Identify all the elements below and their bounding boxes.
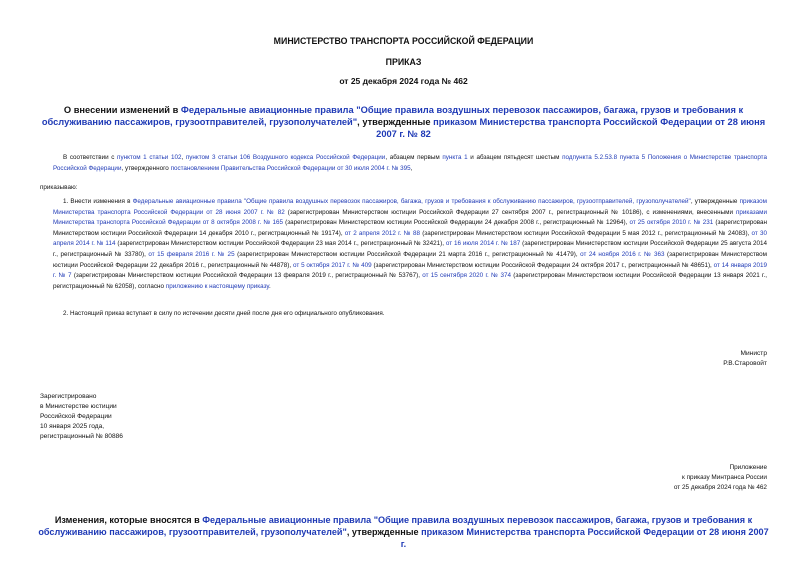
link-subpoint-5-2-53-8[interactable]: подпункта 5.2.53.8 пункта 5 Положения о Министерстве транспорта Российской Федерации — [53, 154, 767, 172]
appendix-header — [674, 463, 767, 493]
link-order-363[interactable]: от 24 ноября 2016 г. № 363 — [580, 250, 665, 258]
link-order-409[interactable]: от 5 октября 2017 г. № 409 — [292, 261, 372, 269]
link-order-165[interactable]: приказами Министерства транспорта Российской Федерации от 8 октября 2008 г. № 165 — [53, 208, 767, 227]
registration-line: в Министерстве юстиции — [40, 403, 117, 410]
link-order-82[interactable]: приказом Министерства транспорта Российской Федерации от 28 июня 2007 г. № 82 — [53, 198, 767, 216]
appendix-line: Приложение — [729, 464, 767, 471]
signature-block — [723, 349, 767, 369]
appendix-line: от 25 декабря 2024 года № 462 — [673, 484, 767, 491]
link-order-114[interactable]: от 30 апреля 2014 г. № 114 — [53, 229, 767, 248]
link-order-7[interactable]: от 14 января 2019 г. № 7 — [53, 261, 767, 280]
appendix-title-link-regulations[interactable]: Федеральные авиационные правила "Общие правила воздушных перевозок пассажиров, багажа, грузов и требования к обслуживанию пассажиров, грузоотправителей, грузополучателей" — [38, 515, 753, 537]
ministry-heading: МИНИСТЕРСТВО ТРАНСПОРТА РОССИЙСКОЙ ФЕДЕРАЦИИ — [273, 36, 534, 46]
registration-line: 10 января 2025 года, — [40, 423, 105, 430]
link-appendix[interactable]: приложению к настоящему приказу — [165, 282, 269, 290]
title-link-order-82[interactable]: приказом Министерства транспорта Российской Федерации от 28 июня 2007 г. № 82 — [376, 117, 766, 139]
item-2-paragraph: 2. Настоящий приказ вступает в силу по истечении десяти дней после дня его официального опубликования. — [63, 310, 385, 317]
appendix-title: Изменения, которые вносятся в Федеральные авиационные правила "Общие правила воздушных перевозок пассажиров, багажа, грузов и требования к обслуживанию пассажиров, грузоотправителей, грузополучателей", утвержденные приказом Министерства транспорта Российской Федерации от 28 июня 2007 г. — [38, 515, 769, 549]
registration-line: Российской Федерации — [40, 413, 112, 420]
registration-line: Зарегистрировано — [40, 393, 97, 400]
preamble-paragraph: В соответствии с пунктом 1 статьи 102, пунктом 3 статьи 106 Воздушного кодекса Российской Федерации, абзацем первым пункта 1 и абзацем пятьдесят шестым подпункта 5.2.53.8 пункта 5 Положения о Министерстве транспорта Российской Федерации, утвержденного постановлением Правительства Российской Федерации от 30 июля 2004 г. № 395, — [53, 154, 767, 172]
link-point-1[interactable]: пункта 1 — [442, 154, 468, 161]
registration-block — [40, 392, 123, 442]
appendix-line: к приказу Минтранса России — [682, 474, 767, 481]
signer-position: Министр — [740, 350, 767, 357]
registration-line: регистрационный № 80886 — [40, 433, 123, 440]
link-order-25[interactable]: от 15 февраля 2016 г. № 25 — [148, 250, 235, 258]
order-word: приказываю: — [40, 184, 78, 191]
link-order-231[interactable]: от 25 октября 2010 г. № 231 — [629, 219, 714, 227]
document-type: ПРИКАЗ — [385, 57, 422, 67]
link-regulations[interactable]: Федеральные авиационные правила "Общие правила воздушных перевозок пассажиров, багажа, грузов и требования к обслуживанию пассажиров, грузоотправителей, грузополучателей" — [132, 198, 691, 205]
document-title: О внесении изменений в Федеральные авиационные правила "Общие правила воздушных перевозок пассажиров, багажа, грузов и требования к обслуживанию пассажиров, грузоотправителей, грузополучателей", утвержденные приказом Министерства транспорта Российской Федерации от 28 июня 2007 г. № 82 — [41, 105, 766, 139]
link-government-decree-395[interactable]: постановлением Правительства Российской Федерации от 30 июля 2004 г. № 395 — [170, 164, 411, 172]
signer-name: Р.В.Старовойт — [723, 360, 767, 367]
link-article-106[interactable]: пунктом 3 статьи 106 Воздушного кодекса Российской Федерации — [185, 154, 386, 161]
document-date-number: от 25 декабря 2024 года № 462 — [339, 76, 468, 86]
item-1-paragraph: 1. Внести изменения в Федеральные авиационные правила "Общие правила воздушных перевозок пассажиров, багажа, грузов и требования к обслуживанию пассажиров, грузоотправителей, грузополучателей", утвержденные приказом Министерства транспорта Российской Федерации от 28 июня 2007 г. № 82 (зарегистрирован Министерством юстиции Российской Федерации 27 сентября 2007 г., регистрационный № 10186), с изменениями, внесенными приказами Министерства транспорта Российской Федерации от 8 октября 2008 г. № 165 (зарегистрирован Министерством юстиции Российской Федерации 24 декабря 2008 г., регистрационный № 12964), от 25 октября 2010 г. № 231 (зарегистрирован Министерством юстиции Российской Федерации 14 декабря 2010 г., регистрационный № 19174), от 2 апреля 2012 г. № 88 (зарегистрирован Министерством юстиции Российской Федерации 5 мая 2012 г., регистрационный № 24083), от 30 апреля 2014 г. № 114 (зарегистрирован Министерством юстиции Российской Федерации 23 мая 2014 г., регистрационный № 32421), от 16 июля 2014 г. № 187 (зарегистрирован Министерством юстиции Российской Федерации 25 августа 2014 г., регистрационный № 33780), от 15 февраля 2016 г. № 25 (зарегистрирован Министерством юстиции Российской Федерации 21 марта 2016 г., регистрационный № 41479), от 24 ноября 2016 г. № 363 (зарегистрирован Министерством юстиции Российской Федерации 22 декабря 2016 г., регистрационный № 44878), от 5 октября 2017 г. № 409 (зарегистрирован Министерством юстиции Российской Федерации 24 октября 2017 г., регистрационный № 48651), от 14 января 2019 г. № 7 (зарегистрирован Министерством юстиции Российской Федерации 13 февраля 2019 г., регистрационный № 53767), от 15 сентября 2020 г. № 374 (зарегистрирован Министерством юстиции Российской Федерации 13 января 2021 г., регистрационный № 62058), согласно приложению к настоящему приказу. — [53, 198, 768, 290]
appendix-title-link-order[interactable]: приказом Министерства транспорта Российской Федерации от 28 июня 2007 г. — [400, 527, 769, 549]
link-article-102[interactable]: пунктом 1 статьи 102 — [117, 154, 182, 161]
title-link-regulations[interactable]: Федеральные авиационные правила "Общие правила воздушных перевозок пассажиров, багажа, грузов и требования к обслуживанию пассажиров, грузоотправителей, грузополучателей" — [41, 105, 744, 127]
link-order-88[interactable]: от 2 апреля 2012 г. № 88 — [344, 229, 421, 237]
link-order-187[interactable]: от 16 июля 2014 г. № 187 — [445, 240, 521, 248]
link-order-374[interactable]: от 15 сентября 2020 г. № 374 — [422, 272, 512, 280]
